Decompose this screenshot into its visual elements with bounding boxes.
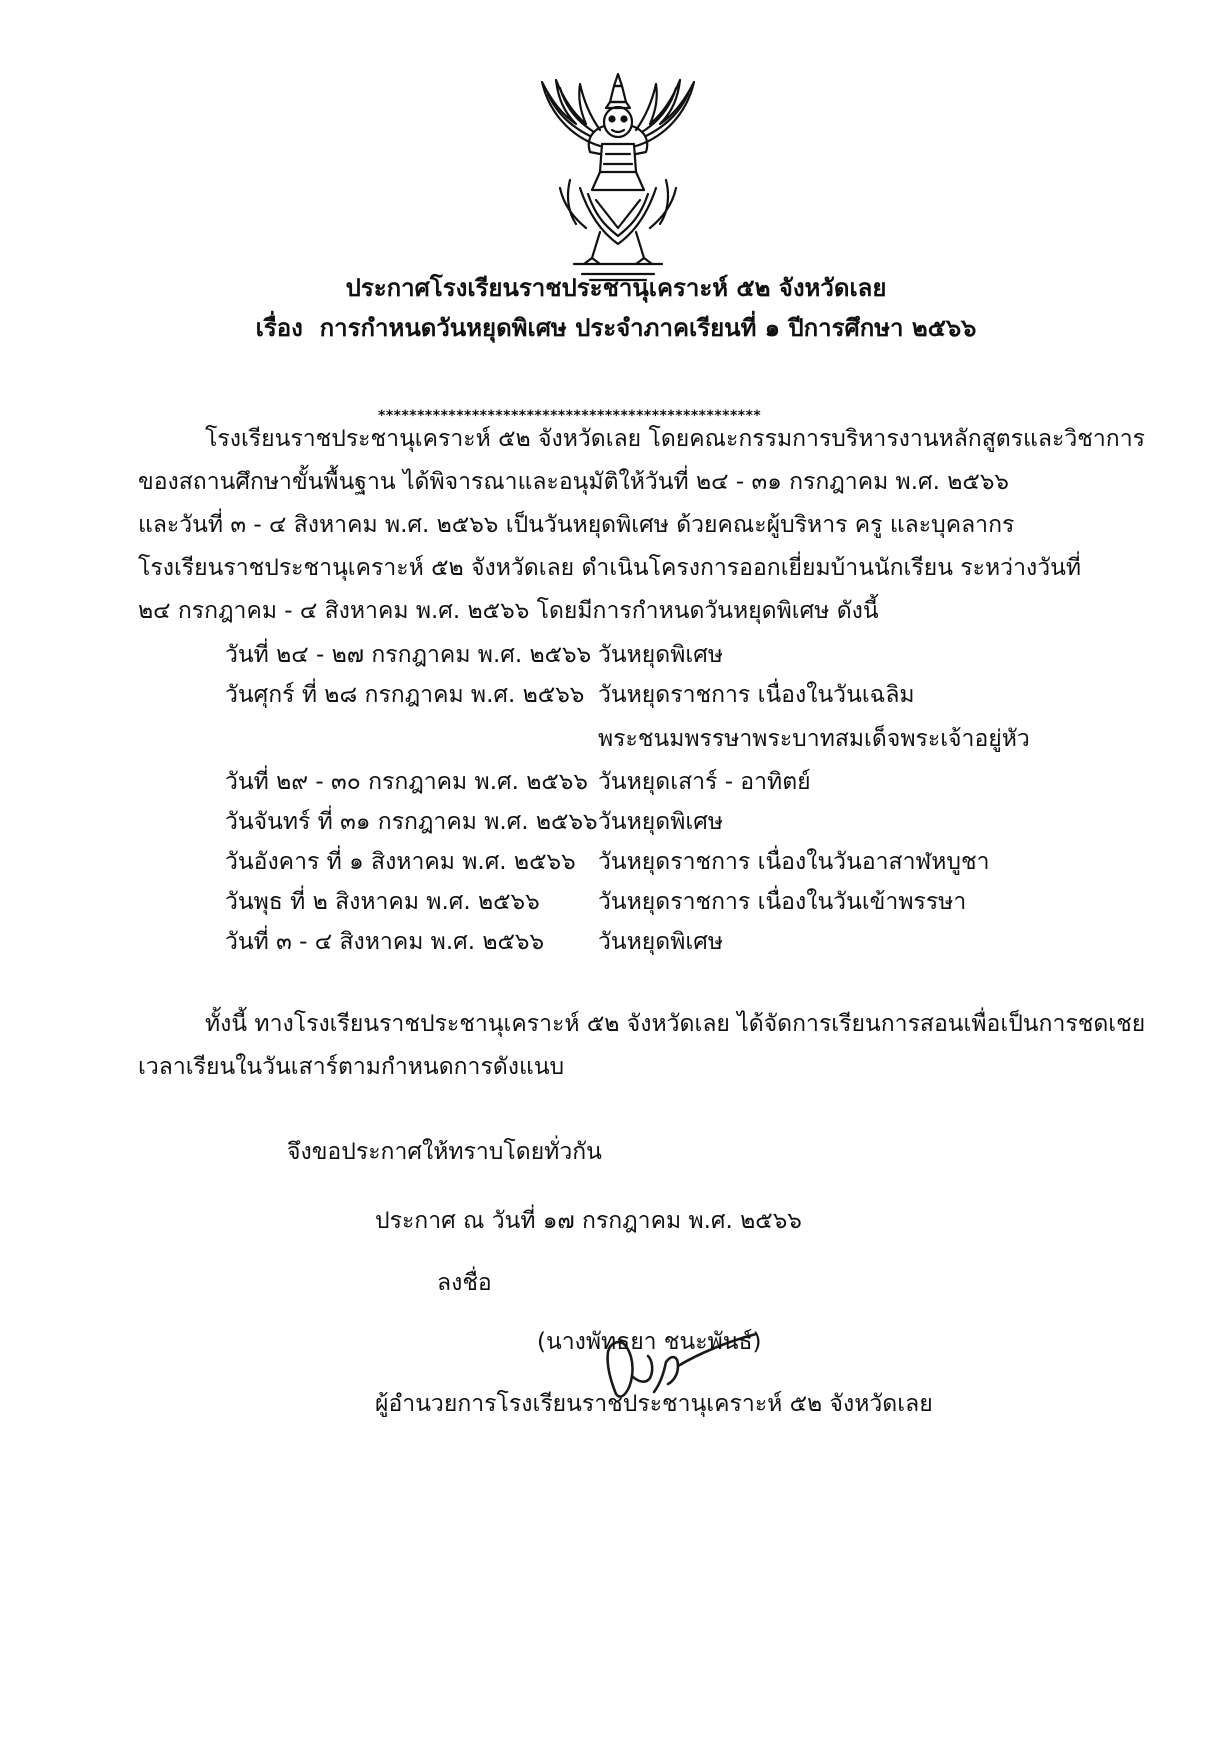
sign-label: ลงชื่อ [437, 1270, 492, 1296]
schedule-date: วันที่ ๒๙ - ๓๐ กรกฎาคม พ.ศ. ๒๕๖๖ [225, 769, 588, 795]
schedule-date: วันอังคาร ที่ ๑ สิงหาคม พ.ศ. ๒๕๖๖ [225, 849, 576, 875]
schedule-desc: วันหยุดเสาร์ - อาทิตย์ [598, 769, 811, 795]
schedule-desc: วันหยุดพิเศษ [598, 642, 723, 668]
schedule-date: วันจันทร์ ที่ ๓๑ กรกฎาคม พ.ศ. ๒๕๖๖ [225, 809, 598, 835]
announcement-subject-line [0, 312, 1232, 344]
schedule-desc: วันหยุดราชการ เนื่องในวันเข้าพรรษา [598, 889, 967, 915]
schedule-date: วันที่ ๓ - ๔ สิงหาคม พ.ศ. ๒๕๖๖ [225, 929, 545, 955]
intro-line: โรงเรียนราชประชานุเคราะห์ ๕๒ จังหวัดเลย ดำเนินโครงการออกเยี่ยมบ้านนักเรียน ระหว่างวันที่ [138, 555, 1082, 581]
intro-line: ๒๔ กรกฎาคม - ๔ สิงหาคม พ.ศ. ๒๕๖๖ โดยมีการกำหนดวันหยุดพิเศษ ดังนี้ [138, 598, 879, 624]
announcement-title: ประกาศโรงเรียนราชประชานุเคราะห์ ๕๒ จังหวัดเลย [345, 274, 887, 302]
intro-line: ของสถานศึกษาขั้นพื้นฐาน ได้พิจารณาและอนุมัติให้วันที่ ๒๔ - ๓๑ กรกฎาคม พ.ศ. ๒๕๖๖ [138, 469, 1010, 495]
schedule-date: วันที่ ๒๔ - ๒๗ กรกฎาคม พ.ศ. ๒๕๖๖ [225, 642, 592, 668]
intro-line: และวันที่ ๓ - ๔ สิงหาคม พ.ศ. ๒๕๖๖ เป็นวันหยุดพิเศษ ด้วยคณะผู้บริหาร ครู และบุคลากร [138, 512, 1015, 538]
schedule-desc: วันหยุดราชการ เนื่องในวันเฉลิม [598, 682, 915, 708]
schedule-desc: วันหยุดราชการ เนื่องในวันอาสาฬหบูชา [598, 849, 990, 875]
signer-name: (นางพัทธยา ชนะพันธ์) [537, 1329, 762, 1355]
subject-label: เรื่อง [255, 314, 303, 342]
closing-line: เวลาเรียนในวันเสาร์ตามกำหนดการดังแนบ [138, 1054, 565, 1080]
separator-line: ************************************************* [378, 408, 762, 424]
intro-line: โรงเรียนราชประชานุเคราะห์ ๕๒ จังหวัดเลย โดยคณะกรรมการบริหารงานหลักสูตรและวิชาการ [205, 426, 1145, 452]
schedule-date: วันพุธ ที่ ๒ สิงหาคม พ.ศ. ๒๕๖๖ [225, 889, 540, 915]
signer-title: ผู้อำนวยการโรงเรียนราชประชานุเคราะห์ ๕๒ จังหวัดเลย [375, 1391, 933, 1417]
subject-text: การกำหนดวันหยุดพิเศษ ประจำภาคเรียนที่ ๑ ปีการศึกษา ๒๕๖๖ [319, 314, 977, 342]
closing-line: ทั้งนี้ ทางโรงเรียนราชประชานุเคราะห์ ๕๒ จังหวัดเลย ได้จัดการเรียนการสอนเพื่อเป็นการชดเชย [205, 1011, 1146, 1037]
schedule-desc: วันหยุดพิเศษ [598, 809, 723, 835]
schedule-desc: วันหยุดพิเศษ [598, 929, 723, 955]
schedule-date: วันศุกร์ ที่ ๒๘ กรกฎาคม พ.ศ. ๒๕๖๖ [225, 682, 585, 708]
announce-line: จึงขอประกาศให้ทราบโดยทั่วกัน [287, 1139, 602, 1165]
schedule-desc-continued: พระชนมพรรษาพระบาทสมเด็จพระเจ้าอยู่หัว [598, 726, 1030, 752]
announce-date: ประกาศ ณ วันที่ ๑๗ กรกฎาคม พ.ศ. ๒๕๖๖ [375, 1208, 802, 1234]
garuda-emblem-icon [530, 68, 706, 286]
